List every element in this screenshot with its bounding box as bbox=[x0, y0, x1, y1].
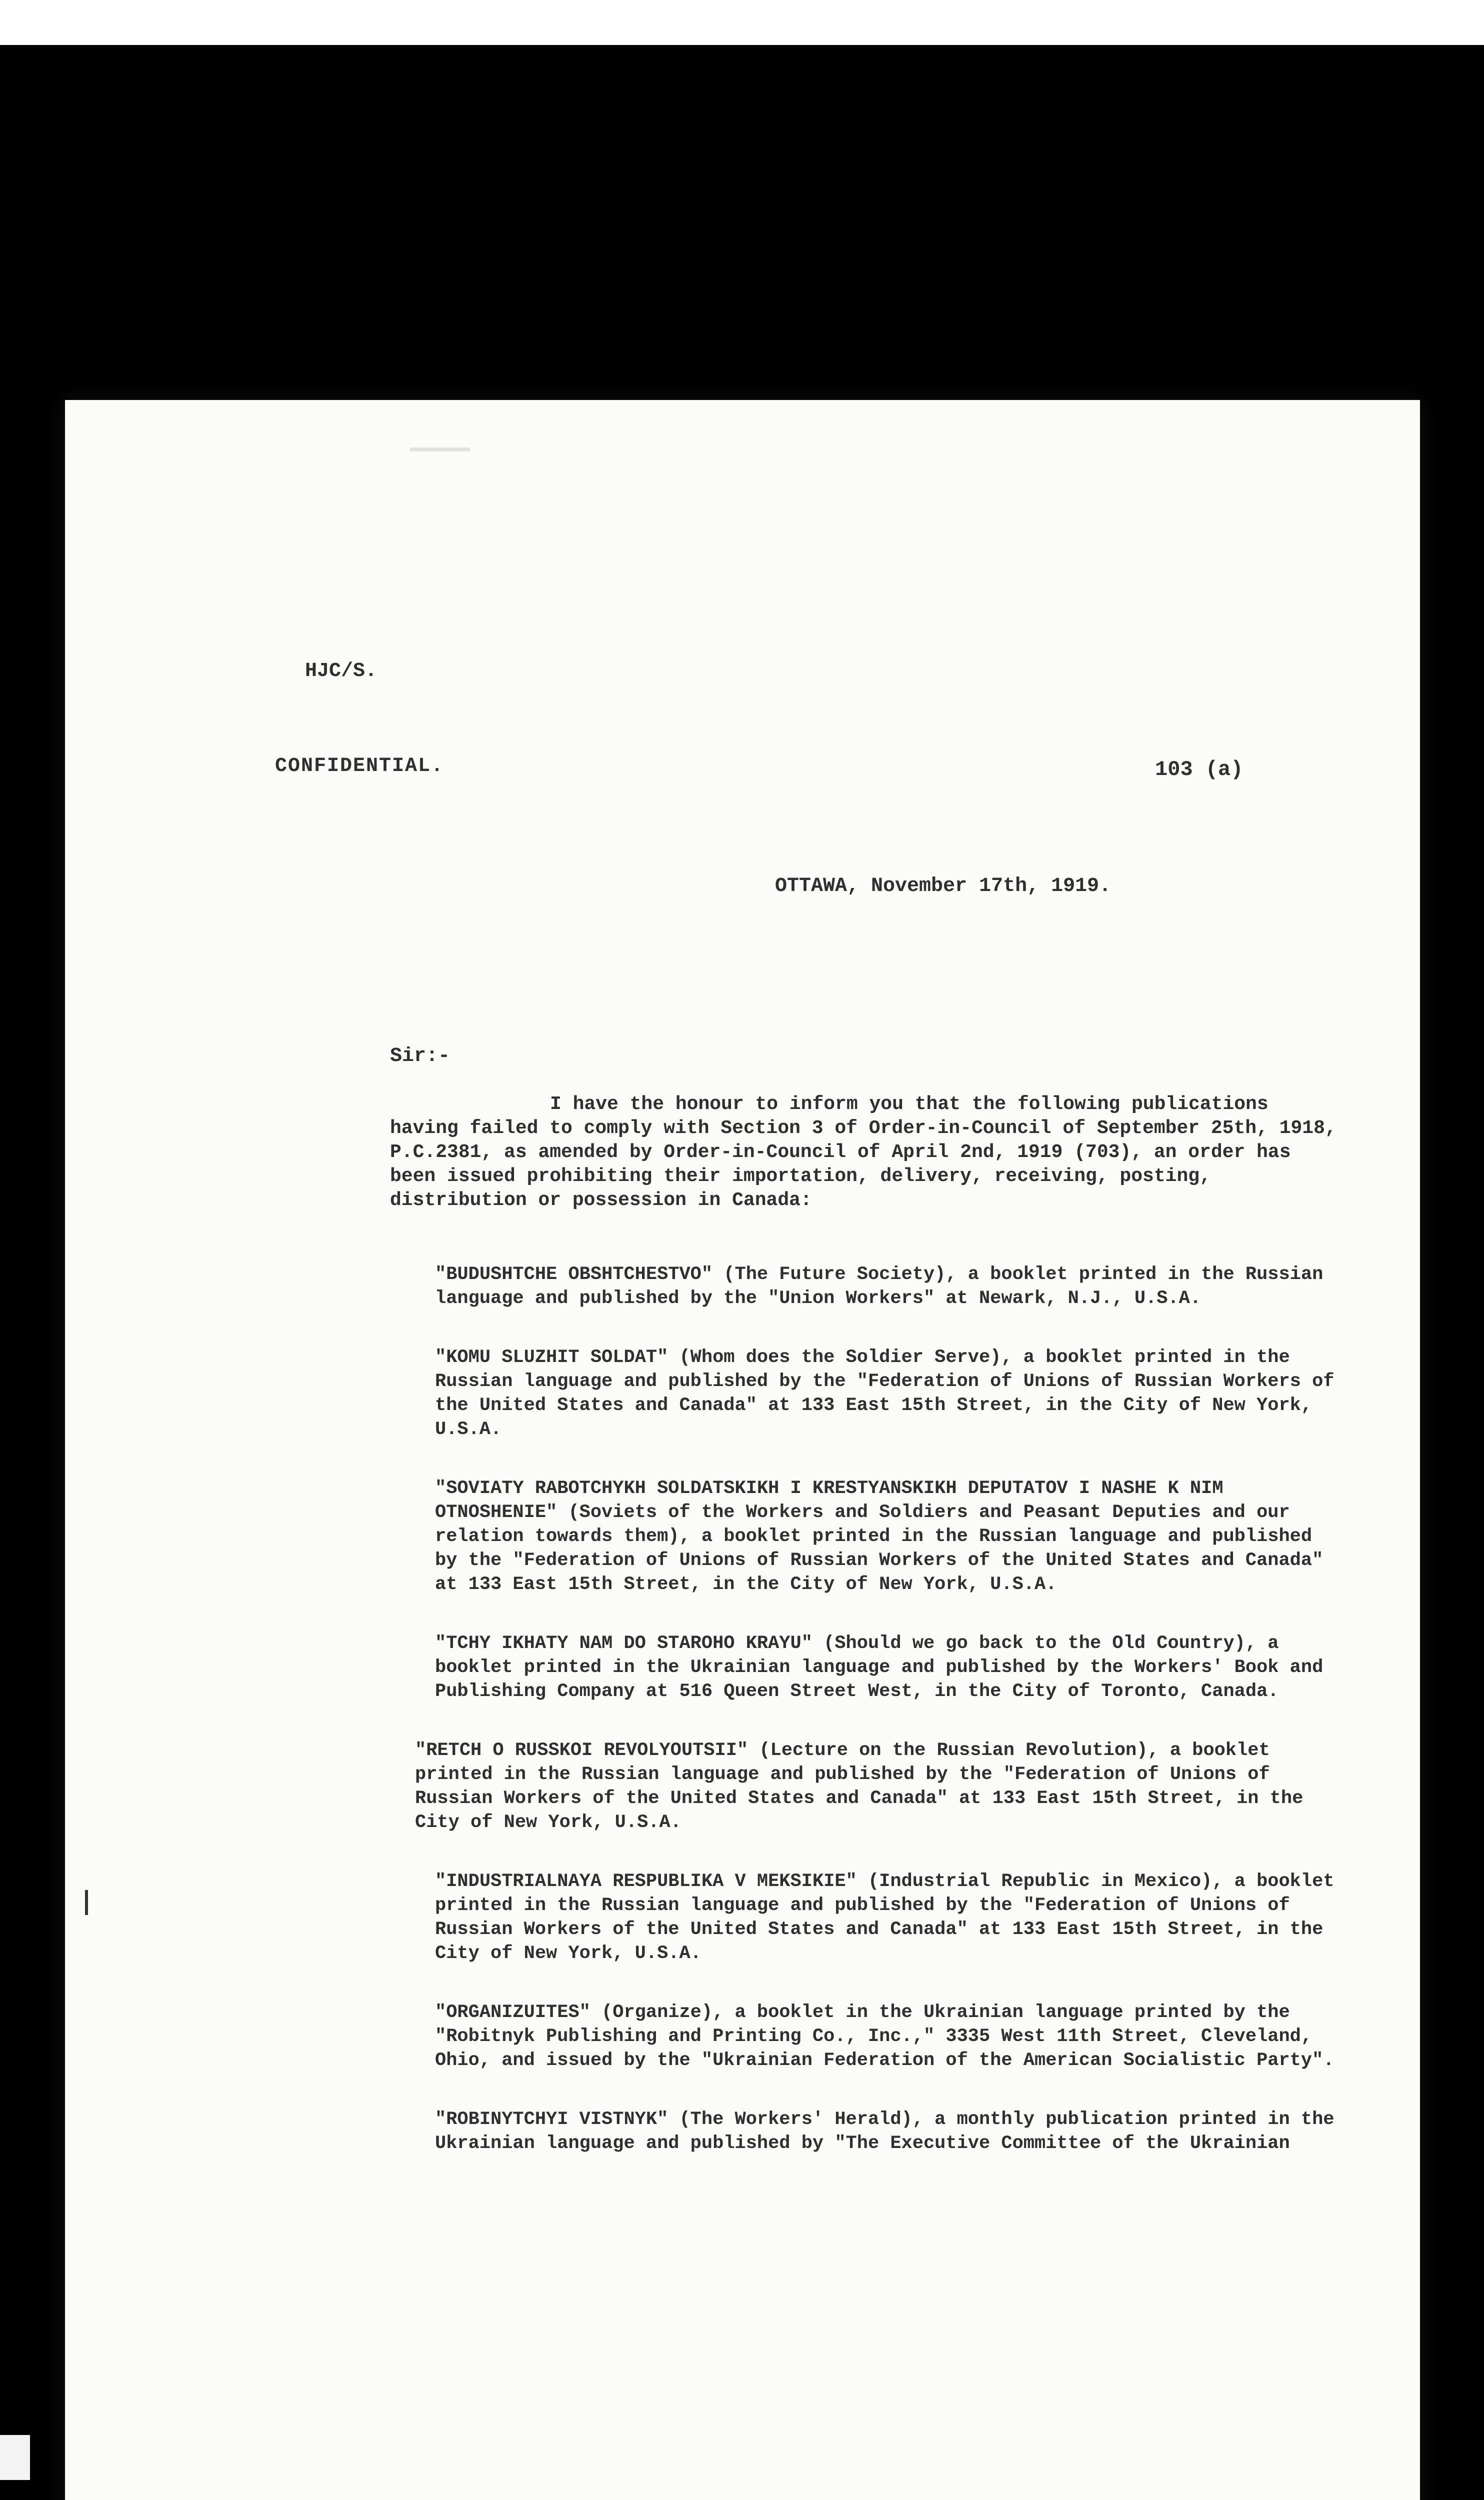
publication-item: "TCHY IKHATY NAM DO STAROHO KRAYU" (Should we go back to the Old Country), a booklet printed in the Ukrainian language and published by the Workers' Book and Publishing Company at 516 Queen Street West, in the City of Toronto, Canada. bbox=[435, 1633, 1324, 1702]
body-paragraph-block bbox=[390, 1092, 1340, 1212]
document-number: 103 (a) bbox=[1155, 758, 1244, 782]
date-line: OTTAWA, November 17th, 1919. bbox=[775, 875, 1112, 898]
classification-label: CONFIDENTIAL. bbox=[275, 755, 444, 778]
publication-item: "INDUSTRIALNAYA RESPUBLIKA V MEKSIKIE" (Industrial Republic in Mexico), a booklet printed in the Russian language and published by the "Federation of Unions of Russian Workers of the United States and Canada" at 133 East 15th Street, in the City of New York, U.S.A. bbox=[435, 1871, 1334, 1964]
publication-item: "KOMU SLUZHIT SOLDAT" (Whom does the Soldier Serve), a booklet printed in the Russian language and published by the "Federation of Unions of Russian Workers of the United States and Canada" at 133 East 15th Street, in the City of New York, U.S.A. bbox=[435, 1347, 1334, 1440]
letter-page bbox=[65, 400, 1420, 2500]
film-edge-tab bbox=[0, 2435, 30, 2480]
film-top-margin bbox=[0, 0, 1484, 45]
publication-list bbox=[415, 1262, 1345, 2190]
publication-item: "RETCH O RUSSKOI REVOLYOUTSII" (Lecture on the Russian Revolution), a booklet printed in the Russian language and published by the "Federation of Unions of Russian Workers of the United States and Canada" at 133 East 15th Street, in the City of New York, U.S.A. bbox=[415, 1740, 1304, 1833]
publication-item: "ORGANIZUITES" (Organize), a booklet in the Ukrainian language printed by the "Robitnyk Publishing and Printing Co., Inc.," 3335 West 11th Street, Cleveland, Ohio, and issued by the "Ukrainian Federation of the American Socialistic Party". bbox=[435, 2002, 1334, 2071]
ink-smudge bbox=[410, 448, 470, 452]
body-paragraph: I have the honour to inform you that the following publications having failed to comply with Section 3 of Order-in-Council of September 25th, 1918, P.C.2381, as amended by Order-in-Council of April 2nd, 1919 (703), an order has been issued prohibiting their importation, delivery, receiving, posting, distribution or possession in Canada: bbox=[390, 1094, 1336, 1211]
publication-item: "BUDUSHTCHE OBSHTCHESTVO" (The Future Society), a booklet printed in the Russian language and published by the "Union Workers" at Newark, N.J., U.S.A. bbox=[435, 1264, 1324, 1309]
reference-code: HJC/S. bbox=[305, 660, 378, 682]
publication-item: "SOVIATY RABOTCHYKH SOLDATSKIKH I KRESTYANSKIKH DEPUTATOV I NASHE K NIM OTNOSHENIE" (Soviets of the Workers and Soldiers and Peasant Deputies and our relation towards them), a booklet printed in the Russian language and published by the "Federation of Unions of Russian Workers of the United States and Canada" at 133 East 15th Street, in the City of New York, U.S.A. bbox=[435, 1478, 1324, 1595]
publication-item: "ROBINYTCHYI VISTNYK" (The Workers' Herald), a monthly publication printed in the Ukrainian language and published by "The Executive Committee of the Ukrainian bbox=[435, 2109, 1334, 2154]
margin-mark bbox=[85, 1890, 88, 1915]
salutation: Sir:- bbox=[390, 1045, 450, 1068]
